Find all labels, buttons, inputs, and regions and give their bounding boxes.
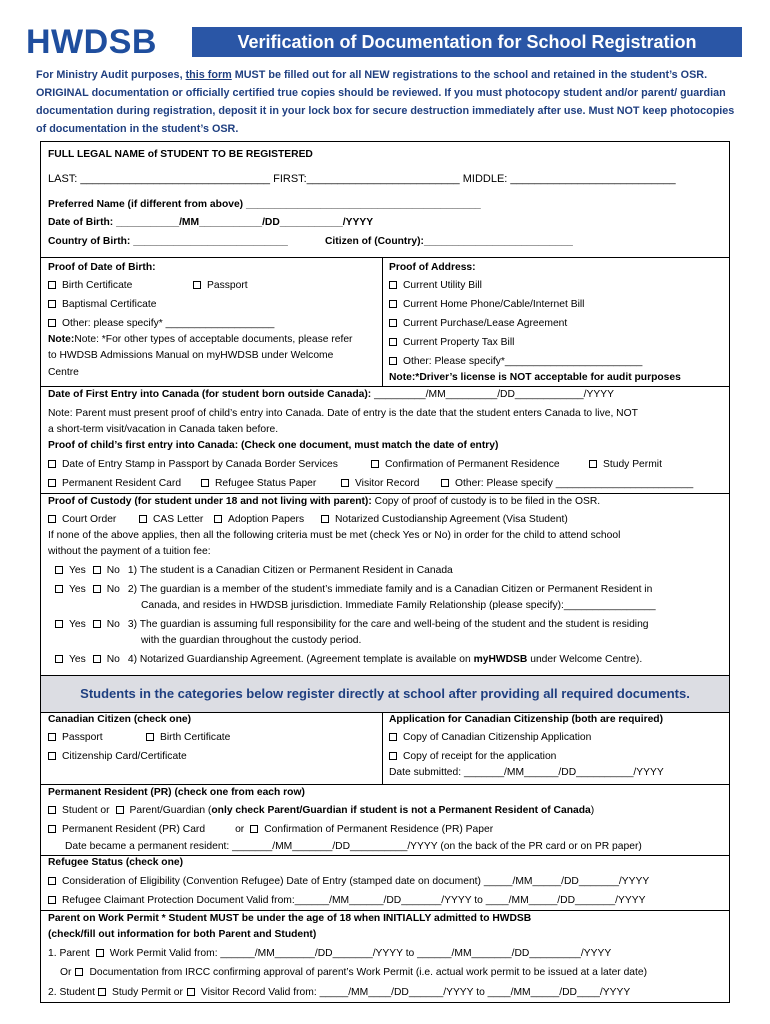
utility-bill-option[interactable]: Current Utility Bill [389,280,482,291]
name-heading: FULL LEGAL NAME of STUDENT TO BE REGISTERED [48,149,313,160]
divider [41,910,729,911]
work-permit-heading: Parent on Work Permit * Student MUST be under the age of 18 when INITIALLY admitted to HWDSB [48,913,532,924]
visitor-record-option[interactable]: Visitor Record [341,478,419,489]
custodianship-option[interactable]: Notarized Custodianship Agreement (Visa Student) [321,514,568,525]
intro-text: For Ministry Audit purposes, this form MUST be filled out for all NEW registrations to the school and retained in the student’s OSR. ORIGINAL documentation or officially certified true copies should be reviewed. If you must photocopy student and/or parent/ guardian documentation during registration, deposit it in your lock box for secure destruction immediately after use. Must NOT keep photocopies of documentation in the student’s OSR. [36,69,735,135]
divider [41,712,729,713]
birth-note: Centre [48,367,79,378]
criterion-2[interactable]: Yes No 2) The guardian is a member of the student’s immediate family and is a Canadian Citizen or Permanent Resident in [55,584,652,595]
adoption-papers-option[interactable]: Adoption Papers [214,514,304,525]
proof-address-heading: Proof of Address: [389,262,476,273]
tax-bill-option[interactable]: Current Property Tax Bill [389,337,514,348]
court-order-option[interactable]: Court Order [48,514,116,525]
criterion-3: with the guardian throughout the custody period. [141,635,362,646]
citizenship-card-option[interactable]: Citizenship Card/Certificate [48,751,187,762]
criterion-3[interactable]: Yes No 3) The guardian is assuming full responsibility for the care and well-being of the student and the student is residing [55,619,649,630]
other-entry-option[interactable]: Other: Please specify ________________________ [441,478,693,489]
divider [382,712,383,784]
entry-note: a short-term visit/vacation in Canada taken before. [48,424,279,435]
copy-application-option[interactable]: Copy of Canadian Citizenship Application [389,732,591,743]
dob-field[interactable]: Date of Birth: ___________/MM___________/DD___________/YYYY [48,217,374,228]
divider [41,386,729,387]
pr-heading: Permanent Resident (PR) (check one from each row) [48,787,305,798]
divider [41,257,729,258]
citizen-heading: Canadian Citizen (check one) [48,714,192,725]
custody-criteria: without the payment of a tuition fee: [48,546,211,557]
ircc-documentation-option[interactable]: Or Documentation from IRCC confirming approval of parent’s Work Permit (i.e. actual work permit to be issued at a later date) [60,967,648,978]
phone-bill-option[interactable]: Current Home Phone/Cable/Internet Bill [389,299,584,310]
pr-card-option[interactable]: Permanent Resident Card [48,478,181,489]
criterion-2: Canada, and resides in HWDSB jurisdiction. Immediate Family Relationship (please specify):________________ [141,600,656,611]
pr-card-doc-option[interactable]: Permanent Resident (PR) Card or Confirmation of Permanent Residence (PR) Paper [48,824,493,835]
custody-criteria: If none of the above applies, then all the following criteria must be met (check Yes or No) in order for the child to attend school [48,530,621,541]
work-permit-subheading: (check/fill out information for both Parent and Student) [48,929,317,940]
birth-cert-option[interactable]: Birth Certificate [48,280,132,291]
address-note: Note:*Driver’s license is NOT acceptable for audit purposes [389,372,681,383]
pr-student-option[interactable]: Student or Parent/Guardian (only check Parent/Guardian if student is not a Permanent Resident of Canada) [48,805,594,816]
entry-stamp-option[interactable]: Date of Entry Stamp in Passport by Canada Border Services [48,459,338,470]
entry-date-field[interactable]: Date of First Entry into Canada (for student born outside Canada): _________/MM_________/DD____________/YYYY [48,389,614,400]
name-fields[interactable]: LAST: _______________________________ FIRST:_________________________ MIDDLE: ___________________________ [48,173,676,185]
refugee-claimant-option[interactable]: Refugee Claimant Protection Document Valid from:______/MM______/DD_______/YYYY to ____/MM_____/DD_______/YYYY [48,895,645,906]
convention-refugee-option[interactable]: Consideration of Eligibility (Convention Refugee) Date of Entry (stamped date on document) _____/MM_____/DD_______/YYYY [48,876,649,887]
baptismal-option[interactable]: Baptismal Certificate [48,299,156,310]
citizen-of-field[interactable]: Citizen of (Country):__________________________ [325,236,573,247]
cas-letter-option[interactable]: CAS Letter [139,514,203,525]
application-date-field[interactable]: Date submitted: _______/MM______/DD__________/YYYY [389,767,664,778]
criterion-4[interactable]: Yes No 4) Notarized Guardianship Agreement. (Agreement template is available on myHWDSB under Welcome Centre). [55,654,642,665]
refugee-heading: Refugee Status (check one) [48,857,184,868]
this-form-link[interactable]: this form [185,69,232,81]
entry-proof-heading: Proof of child’s first entry into Canada: (Check one document, must match the date of entry) [48,440,499,451]
hwdsb-logo: HWDSB [26,23,157,61]
application-heading: Application for Canadian Citizenship (both are required) [389,714,664,725]
citizen-passport-option[interactable]: Passport [48,732,103,743]
birth-note: to HWDSB Admissions Manual on myHWDSB under Welcome [48,350,334,361]
custody-heading: Proof of Custody (for student under 18 and not living with parent): Copy of proof of custody is to be filed in the OSR. [48,496,601,507]
entry-note: Note: Parent must present proof of child’s entry into Canada. Date of entry is the date that the student enters Canada to live, NOT [48,408,638,419]
birth-note: Note:Note: *For other types of acceptable documents, please refer [48,334,353,345]
preferred-name-field[interactable]: Preferred Name (if different from above) _________________________________________ [48,199,481,210]
study-permit-option[interactable]: Study Permit [589,459,662,470]
form-box [40,141,730,1003]
parent-work-permit-option[interactable]: 1. Parent Work Permit Valid from: ______/MM_______/DD_______/YYYY to ______/MM_______/DD_________/YYYY [48,948,612,959]
divider [382,257,383,386]
other-birth-option[interactable]: Other: please specify* ___________________ [48,318,274,329]
divider [41,493,729,494]
refugee-paper-option[interactable]: Refugee Status Paper [201,478,316,489]
divider [41,855,729,856]
other-address-option[interactable]: Other: Please specify*________________________ [389,356,642,367]
pr-date-field[interactable]: Date became a permanent resident: _______/MM_______/DD__________/YYYY (on the back of the PR card or on PR paper) [65,841,642,852]
lease-option[interactable]: Current Purchase/Lease Agreement [389,318,567,329]
criterion-1[interactable]: Yes No 1) The student is a Canadian Citizen or Permanent Resident in Canada [55,565,453,576]
proof-birth-heading: Proof of Date of Birth: [48,262,156,273]
citizen-birth-cert-option[interactable]: Birth Certificate [146,732,230,743]
divider [41,784,729,785]
form-title: Verification of Documentation for School Registration [192,27,742,57]
student-permit-option[interactable]: 2. Student Study Permit or Visitor Record Valid from: _____/MM____/DD______/YYYY to ____/MM_____/DD____/YYYY [48,987,631,998]
direct-registration-banner: Students in the categories below register directly at school after providing all required documents. [41,676,729,712]
pr-confirmation-option[interactable]: Confirmation of Permanent Residence [371,459,560,470]
passport-option[interactable]: Passport [193,280,248,291]
copy-receipt-option[interactable]: Copy of receipt for the application [389,751,556,762]
country-of-birth-field[interactable]: Country of Birth: ___________________________ [48,236,288,247]
